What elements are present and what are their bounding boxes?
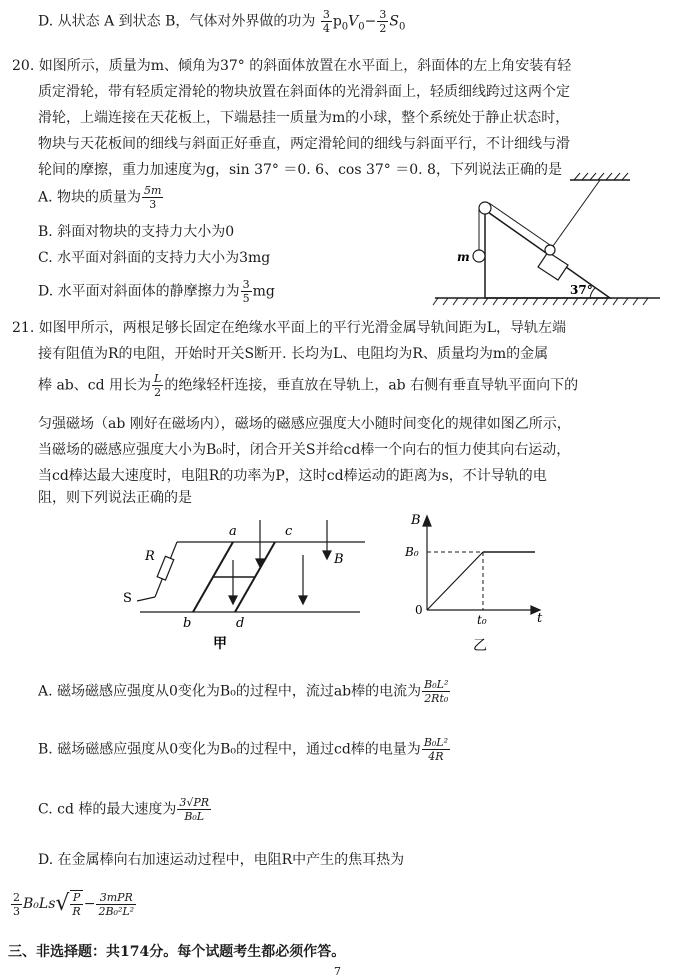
page-number: 7	[334, 965, 341, 978]
q21-line-6: 当cd棒达最大速度时，电阻R的功率为P，这时cd棒运动的距离为s，不计导轨的电	[38, 468, 547, 484]
label-d: d	[236, 616, 245, 631]
q20-option-b: B. 斜面对物块的支持力大小为0	[38, 224, 235, 240]
q21-line-7: 阻，则下列说法正确的是	[38, 490, 192, 506]
fraction: $\frac{L}{2}$	[154, 372, 162, 399]
q21-line-5: 当磁场的磁感应强度大小为B₀时，闭合开关S并给cd棒一个向右的恒力使其向右运动，	[38, 442, 571, 458]
label-a: a	[229, 524, 237, 539]
fraction: $\frac{\text{B₀L²}}{\text{2Rt₀}}$	[424, 678, 449, 705]
q21-option-d: D. 在金属棒向右加速运动过程中，电阻R中产生的焦耳热为	[38, 852, 405, 868]
B0-label: B₀	[405, 545, 419, 559]
fraction: $\frac{\text{B₀L²}}{4R}$	[423, 736, 449, 763]
q21-option-c: C. cd 棒的最大速度为 $\frac{3√PR}{\text{B₀L}}$	[38, 796, 210, 823]
q21-option-b: B. 磁场磁感应强度从0变化为B₀的过程中，通过cd棒的电量为 $\frac{\text{B₀L²}}{4R}$	[38, 736, 449, 763]
label-c: c	[285, 524, 293, 539]
q20-line-5: 轮间的摩擦，重力加速度为g，sin 37° ＝0. 6、cos 37° ＝0. 8，下列说法正确的是	[38, 162, 562, 178]
caption-jia: 甲	[213, 636, 227, 652]
q21-line-2: 接有阻值为R的电阻，开始时开关S断开. 长均为L、电阻均为R、质量均为m的金属	[38, 346, 549, 362]
fraction: $\frac{2}{3}$	[13, 890, 20, 918]
fraction: $\frac{3}{4}$	[322, 8, 330, 35]
q20-incline-figure	[430, 170, 670, 310]
q19-option-d-text: D. 从状态 A 到状态 B，气体对外界做的功为	[38, 13, 316, 30]
q21-figure-jia	[115, 515, 375, 660]
q19-option-d: D. 从状态 A 到状态 B，气体对外界做的功为 $\frac{3}{4}$ $p_0V_0-$ $\frac{3}{2}$ $S_0$	[38, 8, 406, 35]
fraction: $\frac{3}{2}$	[379, 8, 387, 35]
label-b: b	[183, 616, 192, 631]
switch-label: S	[123, 591, 132, 606]
q20-option-a: A. 物块的质量为 $\frac{5m}{3}$	[38, 184, 162, 211]
fraction: $\frac{P}{R}$	[72, 891, 81, 918]
x-axis-label: t	[537, 611, 543, 626]
fraction: $\frac{5m}{3}$	[144, 184, 162, 211]
fraction: $\frac{\text{3mPR}}{\text{2B₀²L²}}$	[98, 890, 135, 918]
caption-yi: 乙	[473, 638, 487, 654]
q20-line-4: 物块与天花板间的细线与斜面正好垂直，两定滑轮间的细线与斜面平行，不计细线与滑	[38, 136, 570, 152]
q20-option-d: D. 水平面对斜面体的静摩擦力为 $\frac{3}{5}$ mg	[38, 278, 275, 305]
t0-label: t₀	[477, 613, 487, 627]
section-3-heading: 三、非选择题：共174分。每个试题考生都必须作答。	[8, 944, 346, 960]
q20-mass-label: m	[457, 250, 470, 264]
fraction: $\frac{3}{5}$	[242, 278, 250, 305]
q21-line-3: 棒 ab、cd 用长为 $\frac{L}{2}$ 的绝缘轻杆连接，垂直放在导轨上，ab 右侧有垂直导轨平面向下的	[38, 372, 579, 399]
q21-option-d-expression: $\frac{2}{3}$ B₀Ls√ $\frac{P}{R}$ − $\frac{\text{3mPR}}{\text{2B₀²L²}}$	[13, 890, 135, 918]
q20-option-c: C. 水平面对斜面的支持力大小为3mg	[38, 250, 271, 266]
label-B: B	[334, 552, 344, 567]
q20-line-2: 质定滑轮，带有轻质定滑轮的物块放置在斜面体的光滑斜面上，轻质细线跨过这两个定	[38, 84, 570, 100]
resistor-label: R	[145, 549, 155, 564]
q20-line-1: 20. 如图所示，质量为m、倾角为37° 的斜面体放置在水平面上，斜面体的左上角安装有轻	[12, 58, 572, 74]
q21-line-4: 匀强磁场（ab 刚好在磁场内），磁场的磁感应强度大小随时间变化的规律如图乙所示，	[38, 416, 571, 432]
q21-line-1: 21. 如图甲所示，两根足够长固定在绝缘水平面上的平行光滑金属导轨间距为L，导轨左端	[12, 320, 567, 336]
fraction: $\frac{3√PR}{\text{B₀L}}$	[179, 796, 210, 823]
y-axis-label: B	[411, 513, 421, 528]
q21-figure-yi	[395, 510, 545, 660]
q20-angle-label: 37°	[570, 283, 593, 297]
q21-option-a: A. 磁场磁感应强度从0变化为B₀的过程中，流过ab棒的电流为 $\frac{\text{B₀L²}}{\text{2Rt₀}}$	[38, 678, 449, 705]
origin-label: 0	[415, 603, 423, 617]
q20-line-3: 滑轮，上端连接在天花板上，下端悬挂一质量为m的小球，整个系统处于静止状态时，	[38, 110, 570, 126]
